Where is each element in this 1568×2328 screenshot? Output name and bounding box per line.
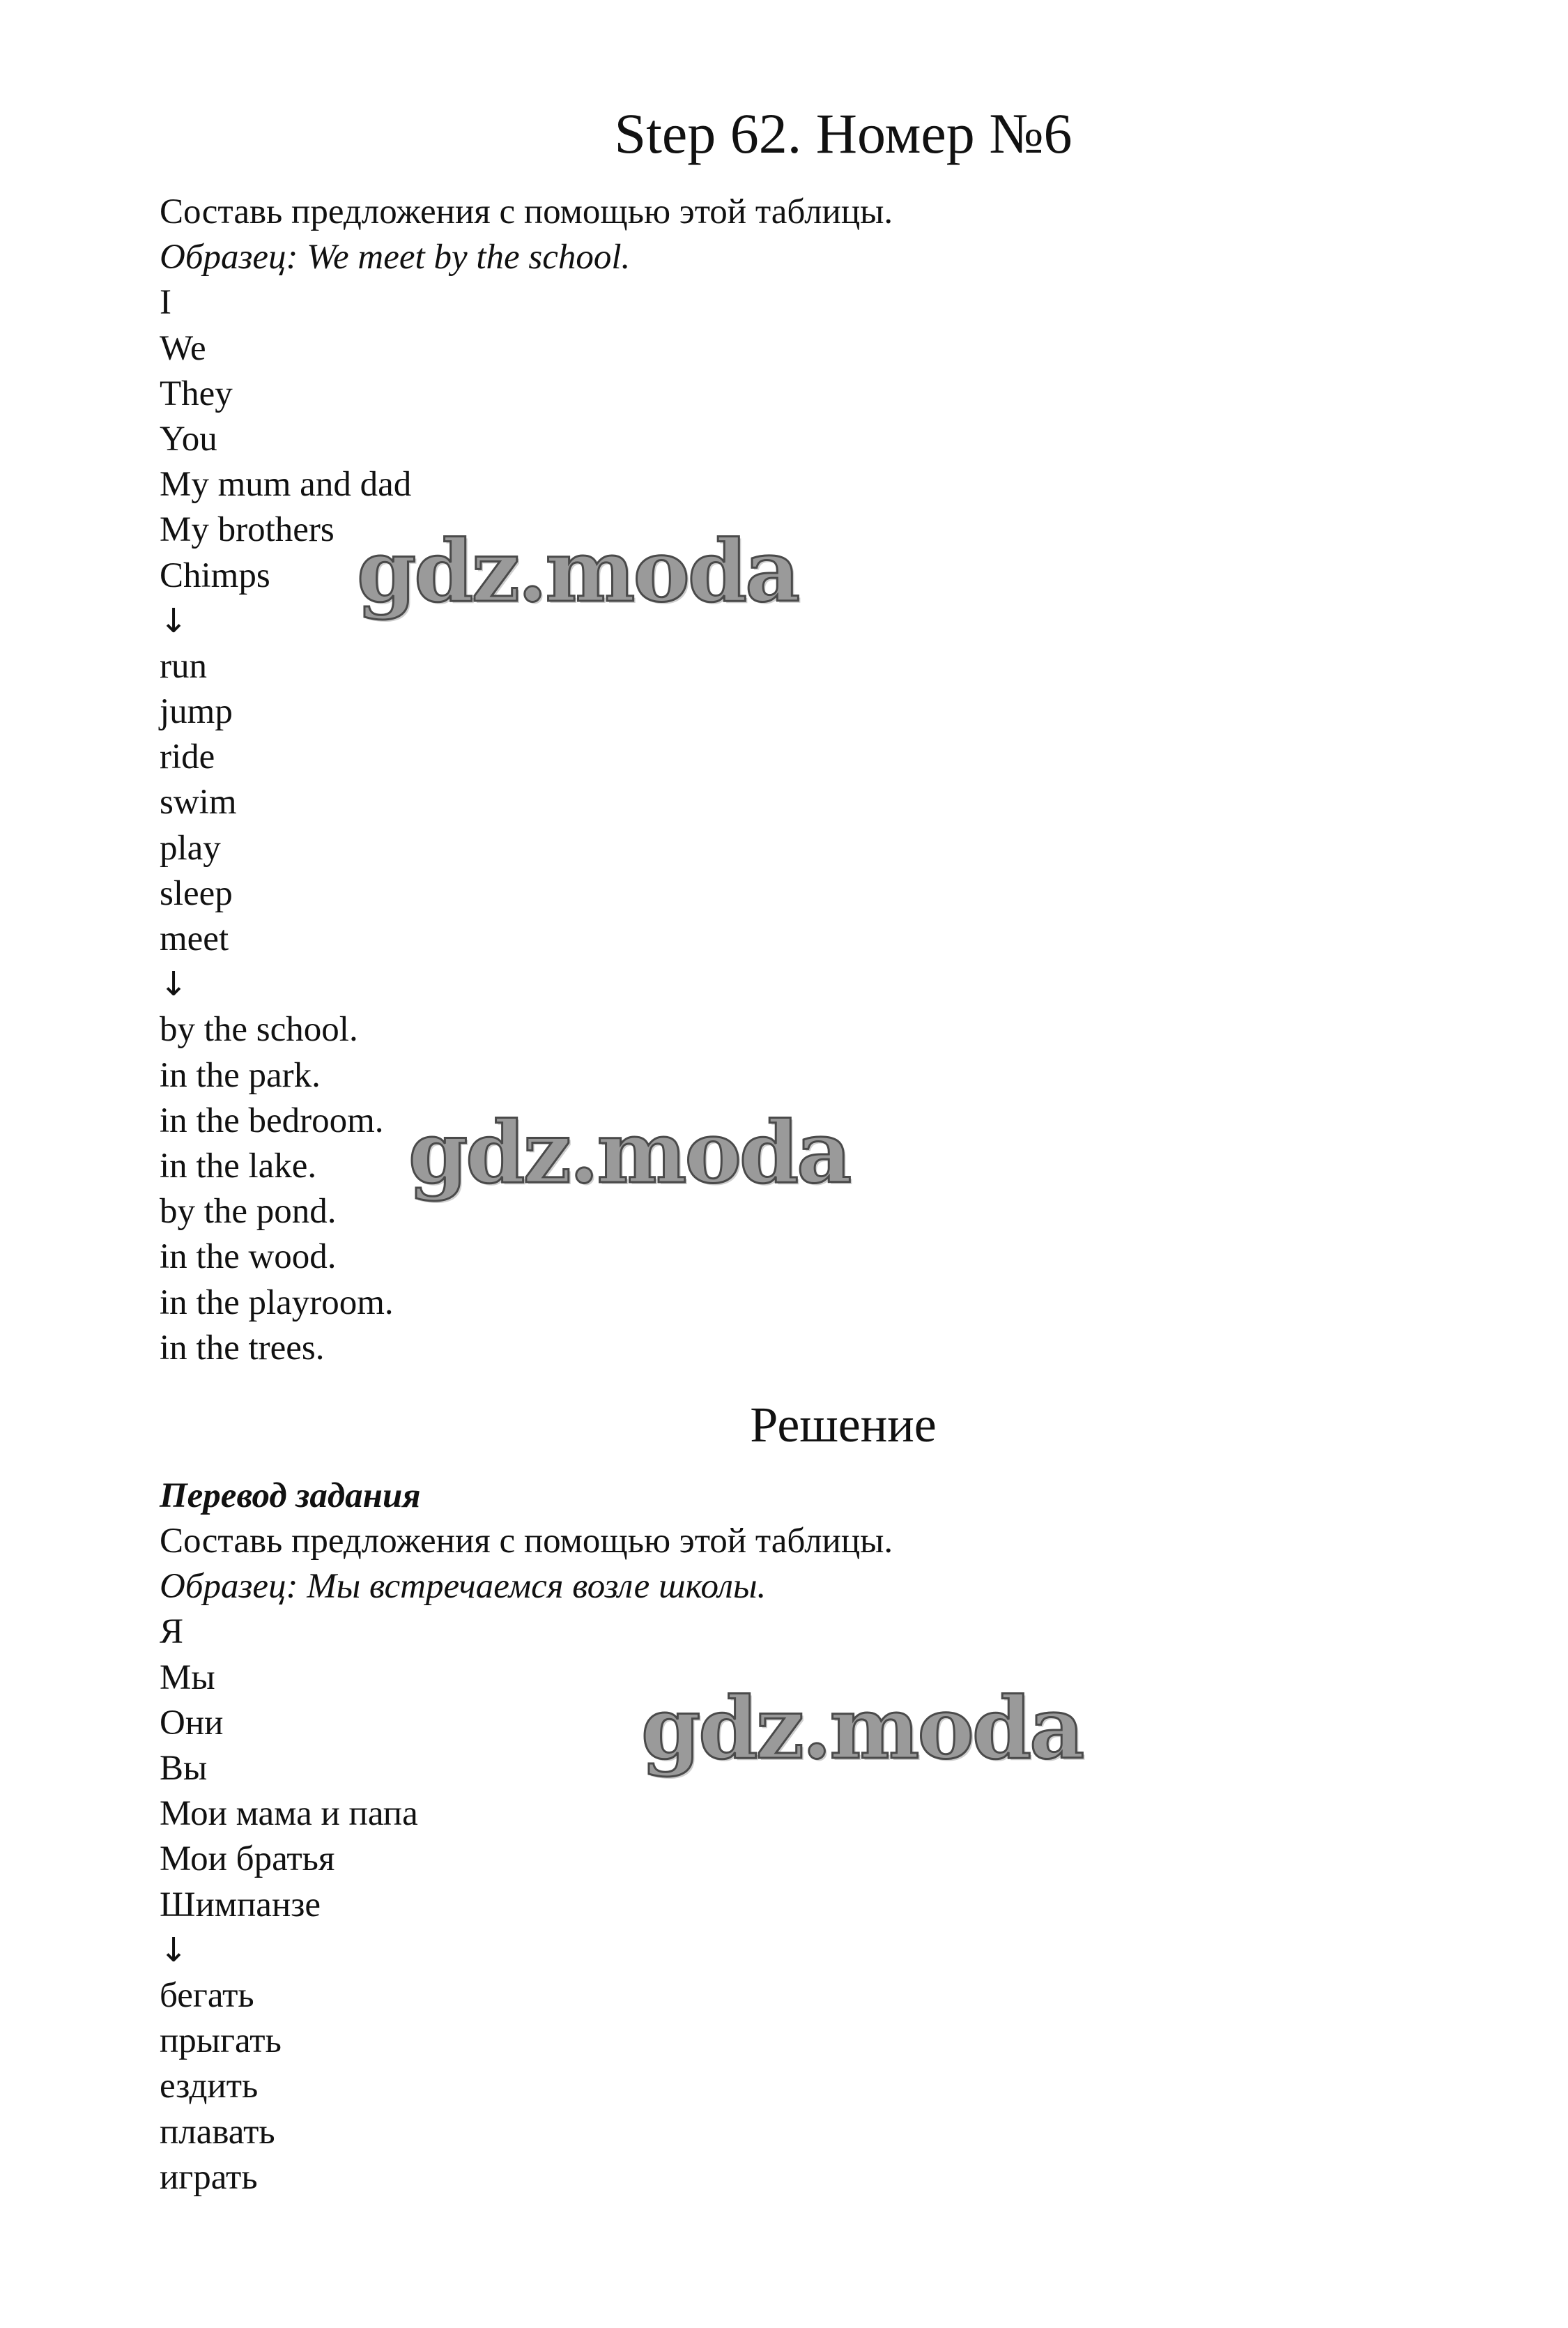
list-item: swim	[160, 783, 237, 822]
list-item: jump	[160, 692, 233, 732]
list-item: ride	[160, 737, 215, 777]
list-item: играть	[160, 2157, 258, 2197]
list-item: Chimps	[160, 556, 270, 595]
list-item: плавать	[160, 2112, 275, 2152]
list-item: in the playroom.	[160, 1282, 394, 1322]
list-item: My mum and dad	[160, 465, 412, 505]
task-example: Образец: We meet by the school.	[160, 238, 631, 277]
list-item: We	[160, 328, 206, 368]
list-item: Мои братья	[160, 1839, 335, 1879]
list-item: Они	[160, 1703, 224, 1743]
down-arrow-icon: ↓	[160, 1930, 188, 1970]
list-item: meet	[160, 919, 229, 958]
solution-heading: Решение	[750, 1396, 937, 1453]
list-item: You	[160, 419, 217, 459]
verbs-list	[160, 644, 1484, 962]
watermark-logo: gdz.moda	[641, 1678, 1083, 1778]
down-arrow-icon: ↓	[160, 601, 188, 641]
translated-verbs-list	[160, 1973, 1484, 2200]
list-item: I	[160, 283, 171, 323]
watermark-logo: gdz.moda	[357, 521, 799, 621]
list-item: Мы	[160, 1657, 215, 1697]
list-item: in the park.	[160, 1055, 321, 1095]
list-item: Я	[160, 1612, 184, 1652]
translation-heading: Перевод задания	[160, 1476, 421, 1515]
list-item: by the pond.	[160, 1192, 337, 1232]
solution-example: Образец: Мы встречаемся возле школы.	[160, 1567, 767, 1607]
list-item: They	[160, 374, 233, 413]
list-item: бегать	[160, 1975, 254, 2015]
page-title: Step 62. Номер №6	[614, 102, 1073, 165]
solution-instruction: Составь предложения с помощью этой таблицы.	[160, 1522, 893, 1561]
task-instruction: Составь предложения с помощью этой таблицы.	[160, 192, 893, 231]
list-item: My brothers	[160, 510, 335, 550]
list-item: Шимпанзе	[160, 1885, 321, 1924]
down-arrow-icon: ↓	[160, 965, 188, 1004]
list-item: in the trees.	[160, 1328, 325, 1368]
list-item: in the lake.	[160, 1146, 317, 1186]
list-item: прыгать	[160, 2021, 282, 2061]
list-item: sleep	[160, 873, 233, 913]
list-item: by the school.	[160, 1010, 358, 1050]
list-item: play	[160, 828, 221, 868]
list-item: in the wood.	[160, 1237, 337, 1277]
list-item: ездить	[160, 2067, 259, 2106]
list-item: in the bedroom.	[160, 1101, 384, 1140]
list-item: Мои мама и папа	[160, 1794, 418, 1834]
list-item: Вы	[160, 1749, 208, 1788]
list-item: run	[160, 646, 207, 686]
watermark-logo: gdz.moda	[408, 1102, 850, 1202]
